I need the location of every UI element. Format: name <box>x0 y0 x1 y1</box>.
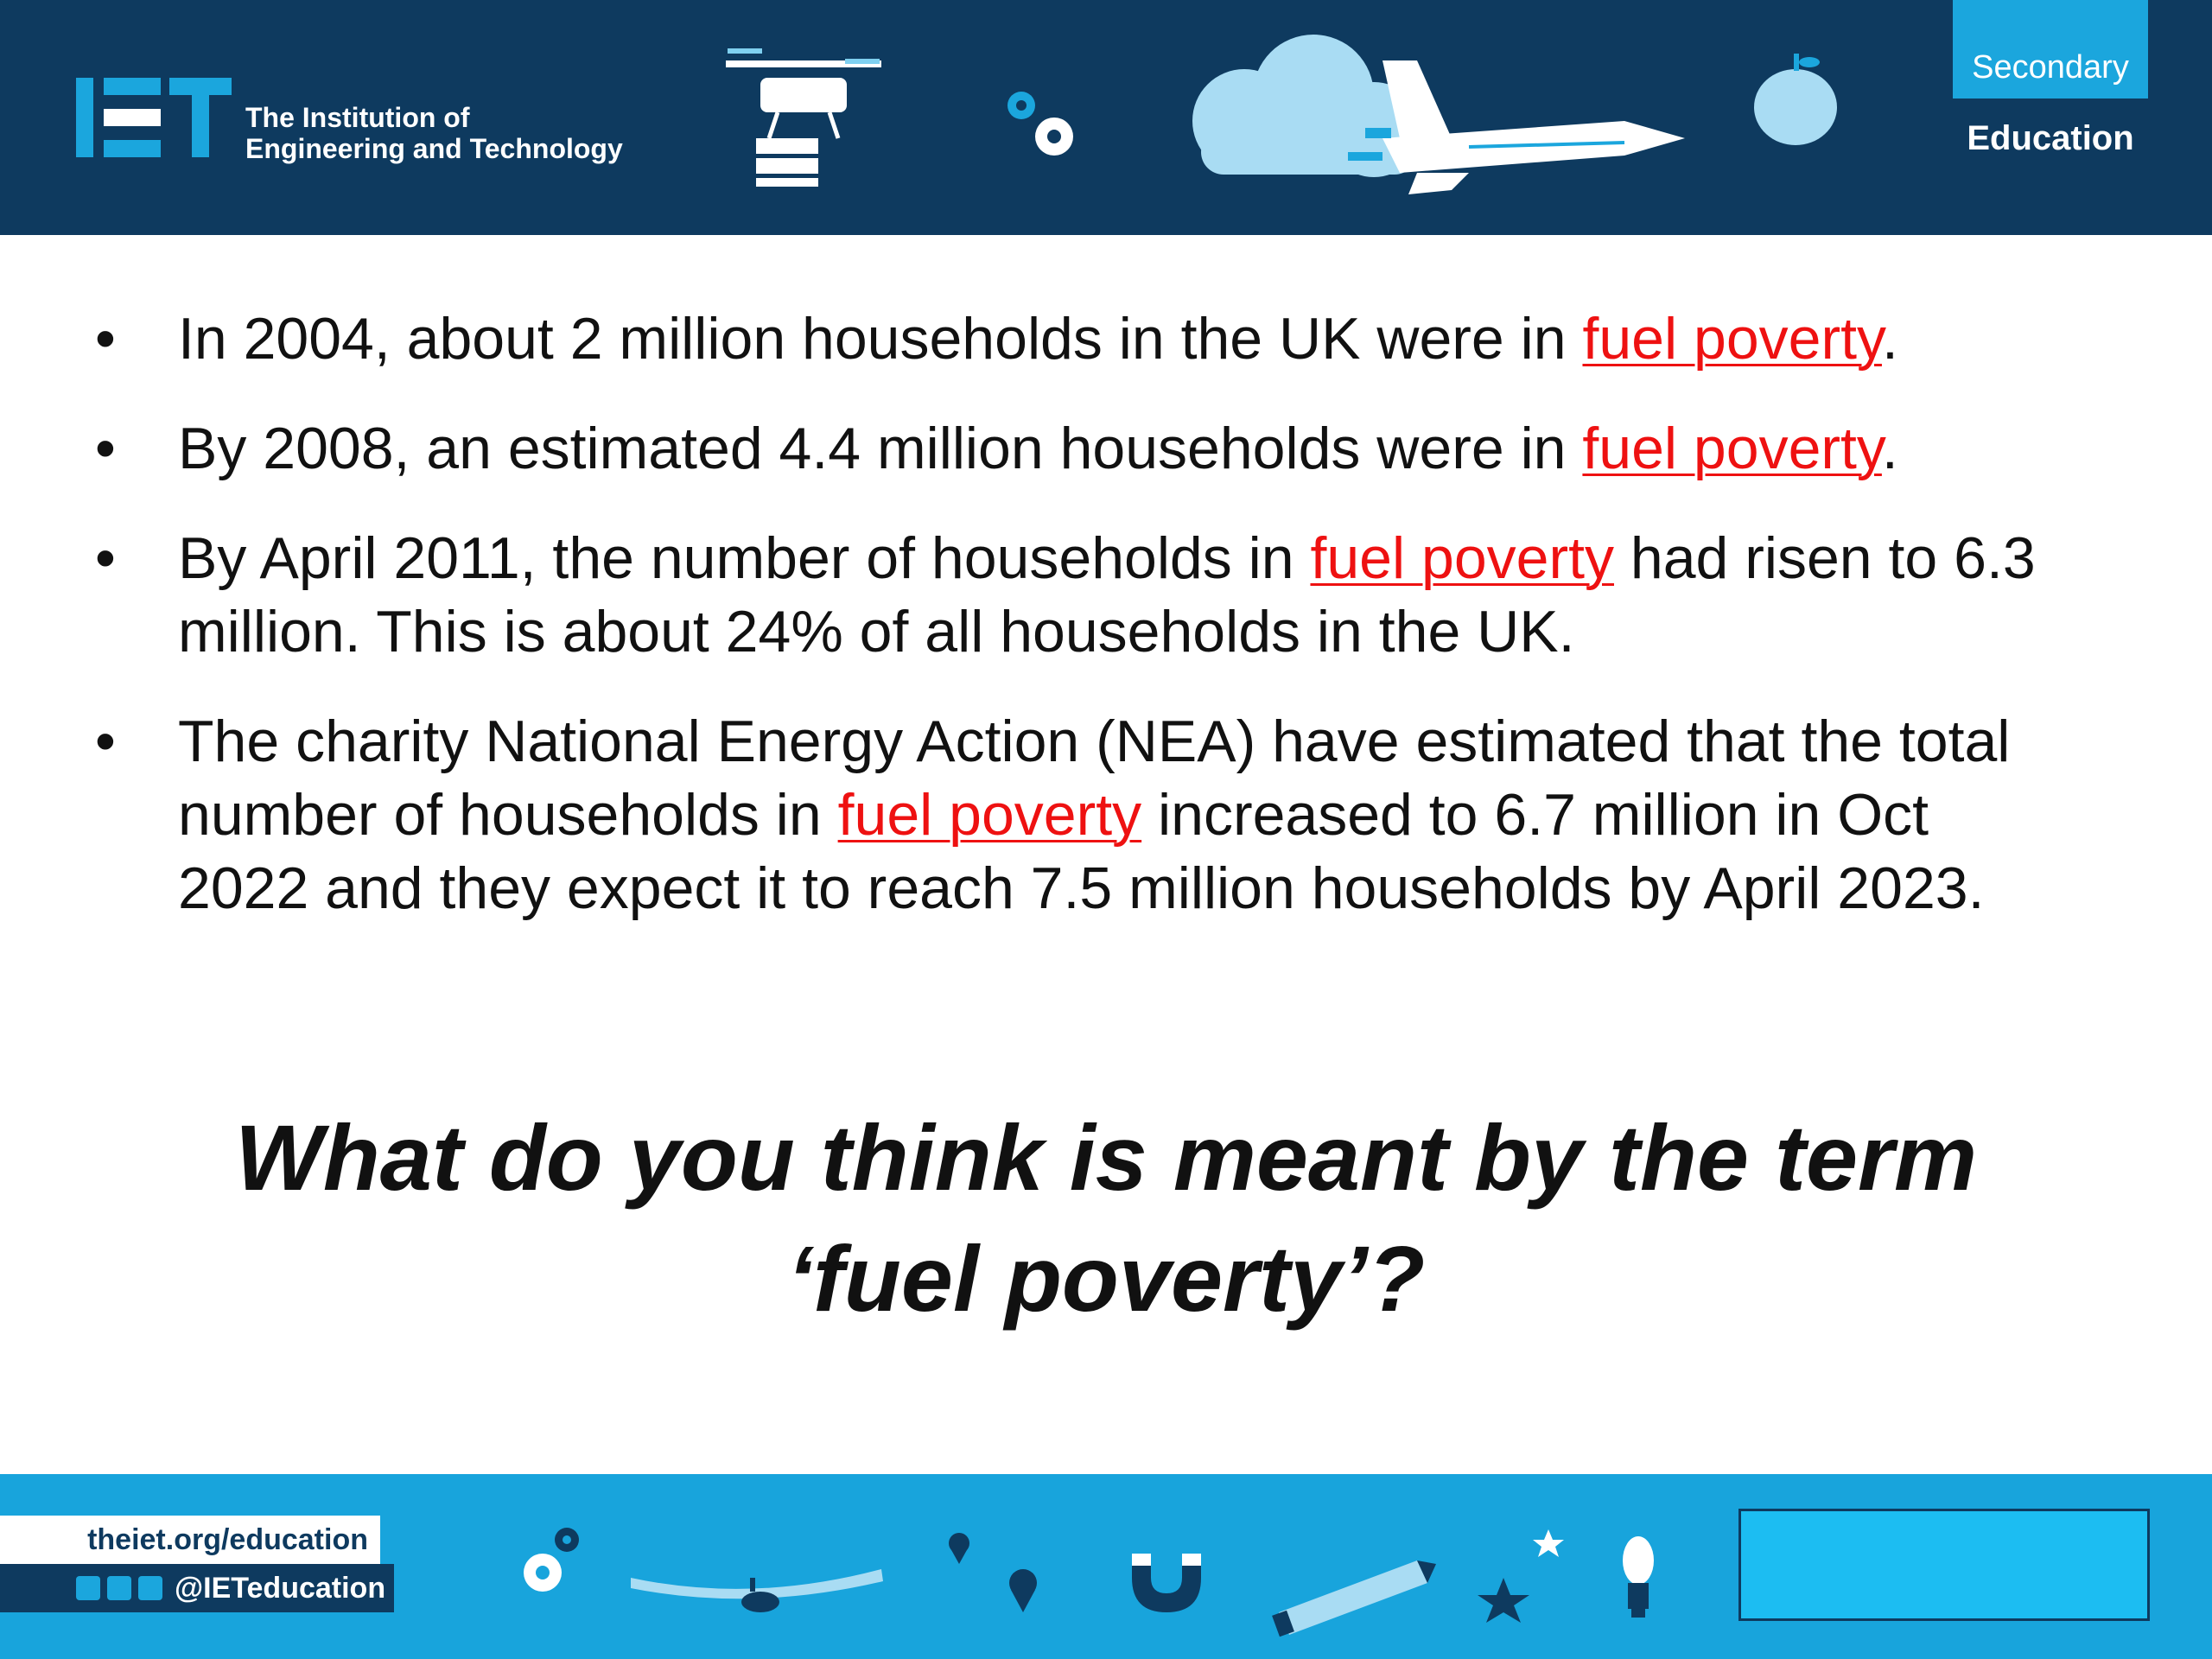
space-shuttle-icon <box>1348 60 1685 194</box>
gears-icon <box>1007 92 1073 156</box>
bullet-text: By 2008, an estimated 4.4 million households were in <box>178 416 1583 481</box>
pencil-icon <box>1272 1560 1436 1637</box>
cloud-icon <box>1192 35 1421 177</box>
fuel-poverty-link[interactable]: fuel poverty <box>1582 416 1882 481</box>
question-line1: What do you think is meant by the term <box>234 1105 1978 1210</box>
bullet-list <box>95 302 2074 962</box>
bullet-text: had risen to 6.3 million. This is about 24% of all households in the UK. <box>178 525 2036 664</box>
fuel-poverty-link[interactable]: fuel poverty <box>837 782 1142 848</box>
location-pin-icon <box>949 1533 1037 1612</box>
drone-icon <box>726 48 881 187</box>
footer-empty-box <box>1738 1509 2150 1621</box>
bullet-text: increased to 6.7 million in Oct 2022 and they expect it to reach 7.5 million households by April 2023. <box>178 782 1985 921</box>
apple-icon <box>1754 54 1837 145</box>
question-line2: ‘fuel poverty’? <box>786 1226 1426 1331</box>
social-handle[interactable]: @IETeducation <box>175 1572 386 1605</box>
question-heading <box>86 1097 2126 1339</box>
bullet-glyph: • <box>95 416 116 481</box>
bullet-text: The charity National Energy Action (NEA) have estimated that the total number of households in <box>178 709 2011 848</box>
star-icon <box>1478 1529 1564 1623</box>
gear-icon <box>524 1528 579 1592</box>
secondary-badge: Secondary <box>1953 0 2148 99</box>
bullet-text: By April 2011, the number of households in <box>178 525 1311 591</box>
magnet-icon <box>1132 1554 1201 1612</box>
org-name-line2: Engineering and Technology <box>245 133 623 164</box>
bullet-item-2 <box>95 412 2074 486</box>
lightbulb-icon <box>1623 1536 1654 1618</box>
footer-url-link[interactable]: theiet.org/education <box>0 1516 380 1564</box>
fuel-poverty-link[interactable]: fuel poverty <box>1582 306 1882 372</box>
bullet-text: In 2004, about 2 million households in the UK were in <box>178 306 1583 372</box>
bullet-text: . <box>1881 416 1898 481</box>
bullet-glyph: • <box>95 525 116 591</box>
bullet-item-3 <box>95 522 2074 669</box>
bullet-text: . <box>1881 306 1898 372</box>
bullet-glyph: • <box>95 709 116 774</box>
footer-illustrations <box>0 1474 1728 1659</box>
footer-banner <box>0 1474 2212 1659</box>
education-label: Education <box>1967 119 2134 157</box>
bullet-item-4 <box>95 705 2074 925</box>
bullet-glyph: • <box>95 306 116 372</box>
org-name-line1: The Institution of <box>245 102 470 133</box>
glider-icon <box>631 1569 883 1612</box>
header-illustrations <box>0 0 1953 235</box>
bullet-item-1 <box>95 302 2074 376</box>
header-banner <box>0 0 2212 235</box>
fuel-poverty-link[interactable]: fuel poverty <box>1310 525 1614 591</box>
